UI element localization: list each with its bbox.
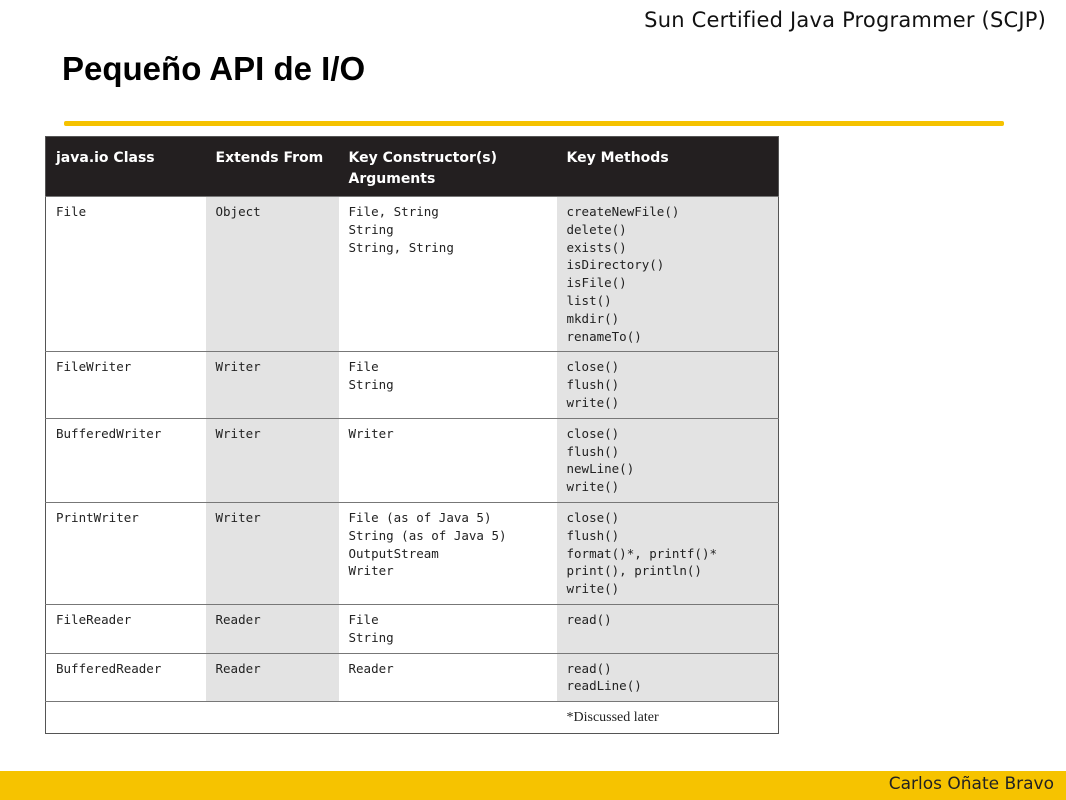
constructor-arg: String, String — [348, 239, 454, 255]
empty-cell — [46, 702, 206, 734]
method-name: list() — [566, 292, 612, 308]
method-name: isFile() — [566, 275, 627, 291]
footer-author: Carlos Oñate Bravo — [888, 774, 1054, 794]
table-row — [46, 604, 779, 653]
class-cell — [46, 604, 206, 653]
constructor-arg: File — [348, 359, 379, 375]
extends-cell — [206, 653, 339, 702]
method-name: renameTo() — [566, 328, 642, 344]
empty-cell — [339, 702, 557, 734]
method-name: createNewFile() — [566, 204, 680, 219]
constructor-arg: Reader — [348, 660, 394, 676]
method-name: read() — [566, 660, 612, 676]
method-name: isDirectory() — [566, 257, 665, 273]
class-cell — [46, 352, 206, 418]
class-name: PrintWriter — [56, 509, 139, 525]
method-name: read() — [566, 611, 612, 627]
class-cell — [46, 197, 206, 352]
extends-cell — [206, 418, 339, 502]
method-name: readLine() — [566, 678, 642, 694]
extends-cell — [206, 502, 339, 604]
footnote-row — [46, 702, 779, 734]
method-name: mkdir() — [566, 310, 620, 326]
course-header: Sun Certified Java Programmer (SCJP) — [644, 8, 1046, 32]
constructor-arg: Writer — [348, 563, 394, 579]
io-api-table-container — [45, 136, 778, 734]
method-name: write() — [566, 394, 620, 410]
header-extends: Extends From — [206, 137, 339, 197]
constructor-arg: OutputStream — [348, 545, 439, 561]
method-name: flush() — [566, 377, 620, 393]
extends-name: Reader — [215, 611, 261, 627]
method-name: close() — [566, 359, 620, 375]
class-cell — [46, 418, 206, 502]
table-row — [46, 352, 779, 418]
methods-cell — [557, 197, 779, 352]
extends-name: Writer — [215, 359, 261, 375]
method-name: flush() — [566, 527, 620, 543]
methods-cell — [557, 604, 779, 653]
method-name: delete() — [566, 221, 627, 237]
extends-cell — [206, 197, 339, 352]
constructor-arg: String — [348, 629, 394, 645]
empty-cell — [206, 702, 339, 734]
methods-cell — [557, 502, 779, 604]
constructor-arg: String (as of Java 5) — [348, 527, 507, 543]
constructor-arg: String — [348, 377, 394, 393]
constructors-cell — [339, 502, 557, 604]
method-name: print(), println() — [566, 563, 702, 579]
method-name: format()*, printf()* — [566, 545, 718, 561]
method-name: exists() — [566, 239, 627, 255]
constructor-arg: File (as of Java 5) — [348, 509, 492, 525]
class-name: BufferedReader — [56, 660, 162, 676]
constructors-cell — [339, 197, 557, 352]
header-constructors: Key Constructor(s) Arguments — [339, 137, 557, 197]
constructor-arg: File — [348, 611, 379, 627]
method-name: close() — [566, 509, 620, 525]
methods-cell — [557, 653, 779, 702]
extends-cell — [206, 604, 339, 653]
table-body — [46, 197, 779, 734]
class-cell — [46, 502, 206, 604]
constructor-arg: String — [348, 221, 394, 237]
constructors-cell — [339, 653, 557, 702]
footnote-cell — [557, 702, 779, 734]
method-name: write() — [566, 581, 620, 597]
method-name: flush() — [566, 443, 620, 459]
constructor-arg: Writer — [348, 425, 394, 441]
method-name: close() — [566, 425, 620, 441]
methods-cell — [557, 352, 779, 418]
constructors-cell — [339, 604, 557, 653]
table-row — [46, 197, 779, 352]
method-name: write() — [566, 479, 620, 495]
footnote-text: *Discussed later — [566, 710, 659, 726]
extends-name: Writer — [215, 425, 261, 441]
class-name: BufferedWriter — [56, 425, 162, 441]
slide-title: Pequeño API de I/O — [62, 50, 366, 87]
class-name: FileReader — [56, 611, 132, 627]
title-underline — [64, 121, 1004, 126]
extends-name: Writer — [215, 509, 261, 525]
footer-bar — [0, 771, 1066, 800]
table-row — [46, 653, 779, 702]
methods-cell — [557, 418, 779, 502]
extends-cell — [206, 352, 339, 418]
extends-name: Reader — [215, 660, 261, 676]
constructors-cell — [339, 352, 557, 418]
class-name: File — [56, 204, 87, 219]
constructor-arg: File, String — [348, 204, 439, 219]
constructors-cell — [339, 418, 557, 502]
class-name: FileWriter — [56, 359, 132, 375]
header-class: java.io Class — [46, 137, 206, 197]
table-header-row — [46, 137, 779, 197]
method-name: newLine() — [566, 461, 635, 477]
class-cell — [46, 653, 206, 702]
extends-name: Object — [215, 204, 261, 219]
table-row — [46, 418, 779, 502]
io-api-table — [45, 136, 779, 734]
header-methods: Key Methods — [557, 137, 779, 197]
table-row — [46, 502, 779, 604]
